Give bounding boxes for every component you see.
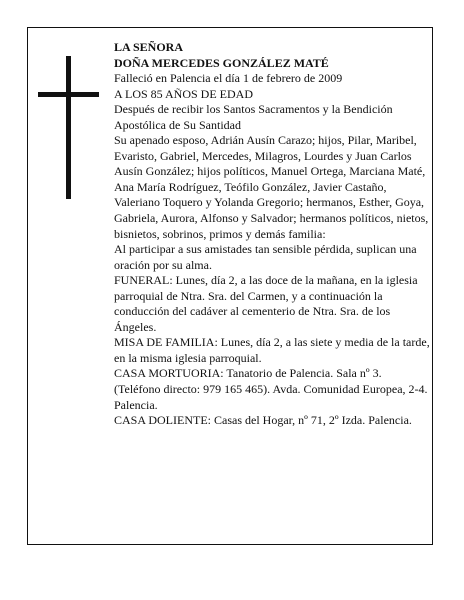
death-date-line: Falleció en Palencia el día 1 de febrero de 2009 [114, 71, 343, 86]
cross-vertical-bar [66, 56, 71, 199]
family-paragraph: Su apenado esposo, Adrián Ausín Carazo; hijos, Pilar, Maribel, Evaristo, Gabriel, Mercedes, Milagros, Lourdes y Juan Carlos Ausín González; hijos políticos, Manuel Ortega, Marciana Maté, Ana María Rodríguez, Teófilo González, Javier Castaño, Valeriano Toquero y Yolanda Gregorio; hermanos, Esther, Goya, Gabriela, Aurora, Alfonso y Salvador; hermanos políticos, nietos, bisnietos, sobrinos, primos y demás familia: [114, 133, 429, 241]
cross-horizontal-bar [38, 92, 99, 97]
mourning-house-paragraph: CASA DOLIENTE: Casas del Hogar, nº 71, 2º Izda. Palencia. [114, 413, 412, 428]
obituary-text [114, 40, 430, 429]
family-mass-paragraph: MISA DE FAMILIA: Lunes, día 2, a las siete y media de la tarde, en la misma iglesia parroquial. [114, 335, 430, 365]
funeral-paragraph: FUNERAL: Lunes, día 2, a las doce de la mañana, en la iglesia parroquial de Ntra. Sra. del Carmen, y a continuación la conducción del cadáver al cementerio de Ntra. Sra. de los Ángeles. [114, 273, 418, 334]
prayer-request-paragraph: Al participar a sus amistades tan sensible pérdida, suplican una oración por su alma. [114, 242, 417, 272]
obituary-notice [27, 27, 433, 545]
age-line: A LOS 85 AÑOS DE EDAD [114, 86, 254, 101]
deceased-name: DOÑA MERCEDES GONZÁLEZ MATÉ [114, 55, 329, 70]
heading-title: LA SEÑORA [114, 40, 184, 54]
sacraments-paragraph: Después de recibir los Santos Sacramentos y la Bendición Apostólica de Su Santidad [114, 102, 393, 132]
funeral-home-paragraph: CASA MORTUORIA: Tanatorio de Palencia. Sala nº 3. (Teléfono directo: 979 165 465). Avda. Comunidad Europea, 2-4. Palencia. [114, 366, 428, 412]
